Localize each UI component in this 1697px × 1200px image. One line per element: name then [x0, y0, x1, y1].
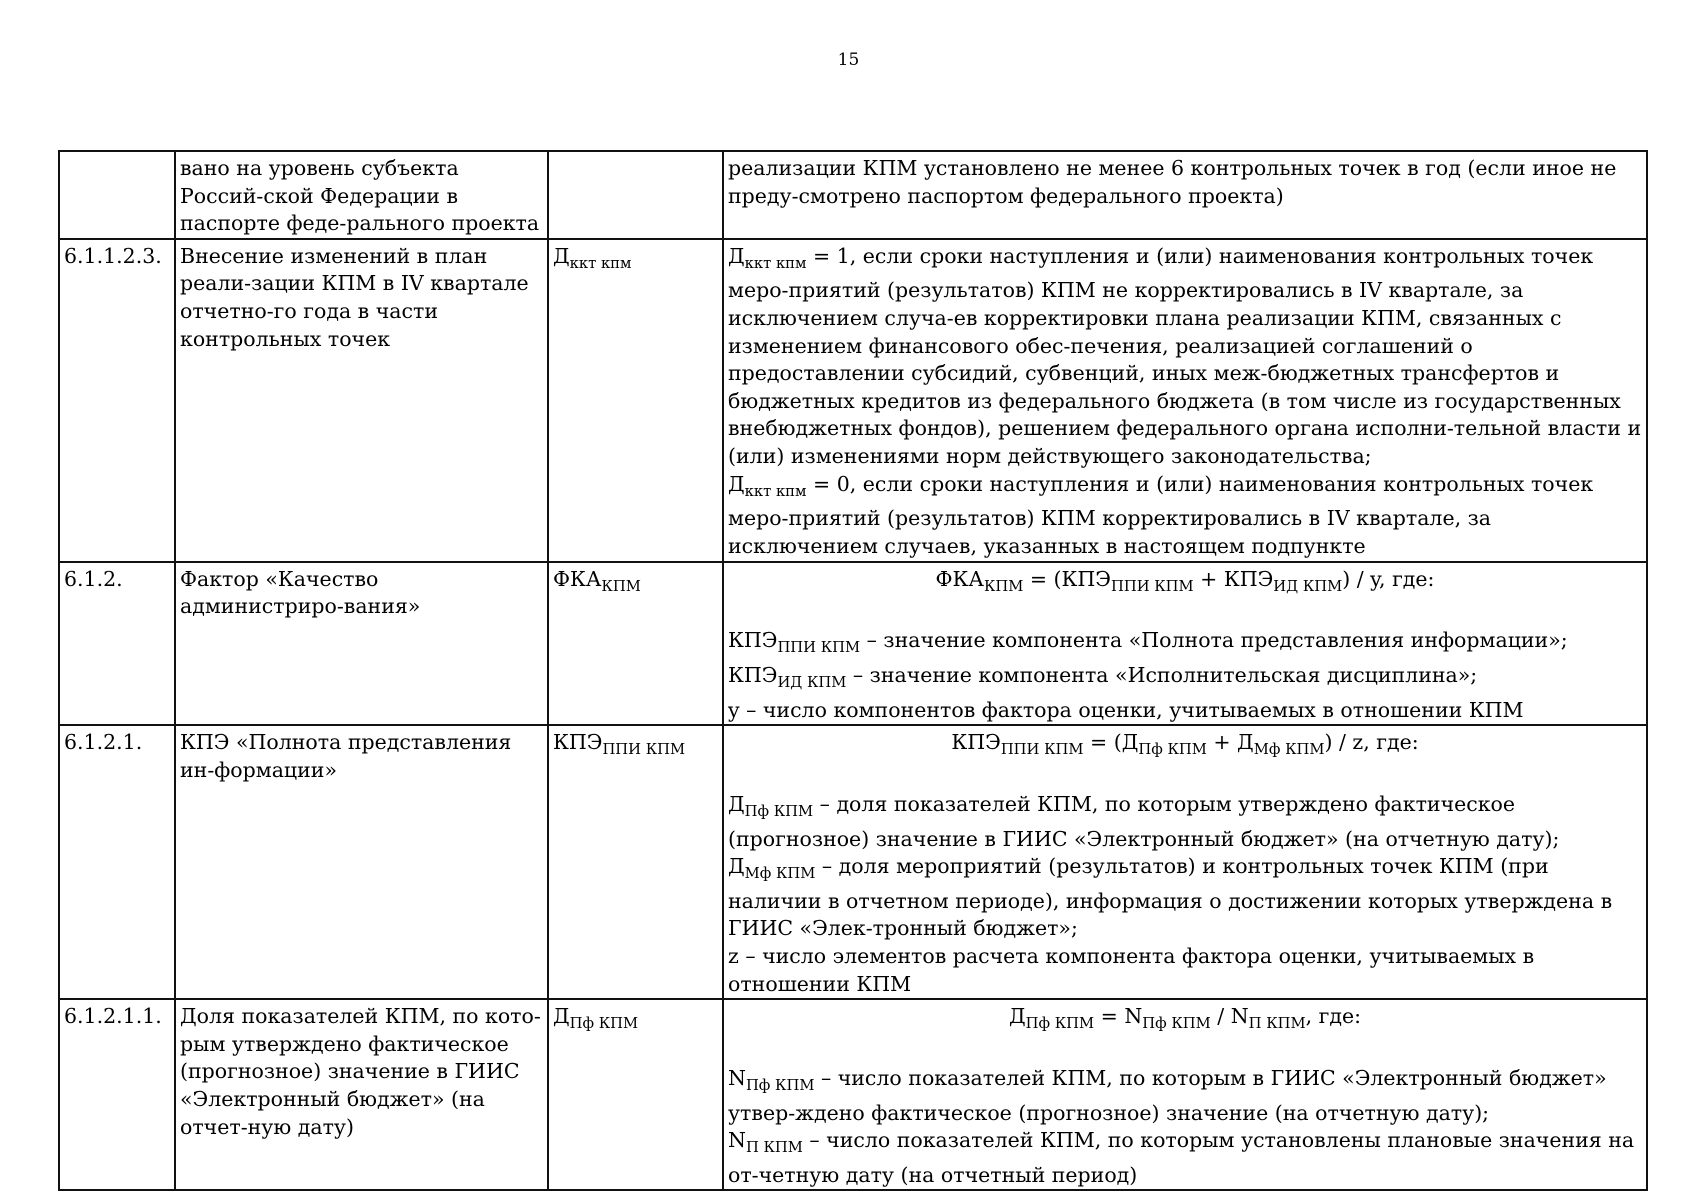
term-symbol: КПЭ: [728, 628, 778, 653]
row-code-cell: [548, 151, 723, 239]
row-name-cell: [175, 239, 548, 562]
row-description-cell: [723, 562, 1647, 726]
formula-formula-m3: / N: [1210, 1004, 1249, 1029]
table-row: [59, 562, 1647, 726]
row-name: Внесение изменений в план реали-зации КПМ в IV квартале отчетно-го года в части контрольных точек: [180, 243, 529, 351]
row-code: ФКА: [553, 566, 602, 591]
formula-formula-s2: ППИ КПМ: [1110, 577, 1194, 595]
term-symbol: Д: [728, 243, 745, 268]
formula-formula-main: Д: [1008, 1004, 1026, 1029]
term-text: – значение компонента «Исполнительская дисциплина»;: [846, 662, 1478, 687]
table-row: [59, 151, 1647, 239]
formula-formula-m2: = (Д: [1083, 730, 1139, 755]
term-subscript: ИД КПМ: [777, 673, 847, 691]
term-symbol: Д: [728, 791, 745, 816]
term-symbol: Д: [728, 854, 745, 879]
row-number-cell: [59, 562, 175, 726]
row-code-subscript: ккт кпм: [569, 254, 632, 272]
formula-formula-m3: + Д: [1206, 730, 1254, 755]
term-subscript: П КПМ: [745, 1139, 803, 1157]
term-symbol: КПЭ: [728, 662, 778, 687]
row-number-cell: [59, 999, 175, 1190]
term-symbol: N: [728, 1128, 746, 1153]
row-code-cell: [548, 999, 723, 1190]
description-line: [728, 243, 1642, 471]
term-text: = 1, если сроки наступления и (или) наименования контрольных точек меро-приятий (результатов) КПМ не корректировались в IV квартале, за исключением случа-ев корректировки плана реализации КПМ, связанных с изменением финансового обес-печения, реализацией соглашений о предоставлении субсидий, субвенций, иных меж-бюджетных трансфертов и бюджетных кредитов из федерального бюджета (в том числе из государственных внебюджетных фондов), решением федерального органа исполни-тельной власти и (или) изменениями норм действующего законодательства;: [728, 243, 1642, 469]
term-subscript: ккт кпм: [744, 482, 807, 500]
formula-formula-s3: ИД КПМ: [1273, 577, 1343, 595]
row-name: Доля показателей КПМ, по кото-рым утверждено фактическое (прогнозное) значение в ГИИС «Электронный бюджет» (на отчет-ную дату): [180, 1004, 541, 1139]
row-name-cell: [175, 725, 548, 999]
row-name-cell: [175, 151, 548, 239]
formula-formula-tail: , где:: [1305, 1004, 1362, 1029]
formula-formula-s2: Пф КПМ: [1138, 741, 1207, 759]
formula-formula-s3: Мф КПМ: [1253, 741, 1325, 759]
description-line: [728, 943, 1642, 998]
row-number-cell: [59, 725, 175, 999]
formula-formula-s1: Пф КПМ: [1025, 1015, 1095, 1033]
row-name: вано на уровень субъекта Россий-ской Федерации в паспорте феде-рального проекта: [180, 156, 540, 236]
formula: [728, 1003, 1642, 1038]
term-subscript: Мф КПМ: [744, 865, 816, 883]
formula-formula-main: КПЭ: [951, 730, 1001, 755]
table-row: [59, 725, 1647, 999]
row-number: 6.1.2.1.: [64, 730, 143, 755]
row-number: 6.1.2.: [64, 566, 123, 591]
description-line: [728, 1127, 1642, 1189]
term-subscript: ППИ КПМ: [777, 639, 861, 657]
page-number: 15: [837, 50, 860, 70]
row-code: Д: [553, 243, 570, 268]
formula-formula-s1: КПМ: [983, 577, 1024, 595]
row-description-cell: [723, 239, 1647, 562]
description-line: [728, 697, 1642, 725]
formula-formula-s3: П КПМ: [1248, 1015, 1306, 1033]
row-description-cell: [723, 999, 1647, 1190]
row-description-cell: [723, 151, 1647, 239]
row-code-subscript: ППИ КПМ: [602, 741, 686, 759]
row-code-cell: [548, 239, 723, 562]
term-subscript: Пф КПМ: [744, 802, 814, 820]
term-subscript: Пф КПМ: [745, 1076, 815, 1094]
formula-formula-s2: Пф КПМ: [1142, 1015, 1211, 1033]
description-line: [728, 853, 1642, 943]
row-name-cell: [175, 562, 548, 726]
criteria-table: [58, 150, 1648, 1191]
row-code-cell: [548, 725, 723, 999]
formula-formula-tail: ) / y, где:: [1342, 566, 1435, 591]
row-name-cell: [175, 999, 548, 1190]
term-text: z – число элементов расчета компонента фактора оценки, учитываемых в отношении КПМ: [728, 944, 1535, 996]
row-number: 6.1.2.1.1.: [64, 1004, 162, 1029]
row-number-cell: [59, 239, 175, 562]
row-number: 6.1.1.2.3.: [64, 243, 162, 268]
description-line: [728, 1065, 1642, 1127]
description-line: [728, 662, 1642, 697]
formula-formula-m2: = N: [1094, 1004, 1143, 1029]
row-number-cell: [59, 151, 175, 239]
row-code-cell: [548, 562, 723, 726]
formula-formula-s1: ППИ КПМ: [1000, 741, 1084, 759]
term-text: – число показателей КПМ, по которым установлены плановые значения на от-четную дату (на отчетный период): [728, 1128, 1635, 1187]
row-code: Д: [553, 1004, 570, 1029]
row-code: КПЭ: [553, 730, 603, 755]
description-line: [728, 471, 1642, 561]
table-row: [59, 999, 1647, 1190]
term-text: = 0, если сроки наступления и (или) наименования контрольных точек меро-приятий (результатов) КПМ корректировались в IV квартале, за исключением случаев, указанных в настоящем подпункте: [728, 471, 1594, 558]
table-row: [59, 239, 1647, 562]
term-text: – значение компонента «Полнота представления информации»;: [860, 628, 1568, 653]
formula: [728, 729, 1642, 764]
formula-formula-main: ФКА: [935, 566, 984, 591]
formula-formula-m2: = (КПЭ: [1023, 566, 1111, 591]
formula-formula-tail: ) / z, где:: [1324, 730, 1419, 755]
description-line: [728, 791, 1642, 853]
term-text: – доля показателей КПМ, по которым утверждено фактическое (прогнозное) значение в ГИИС «Электронный бюджет» (на отчетную дату);: [728, 791, 1560, 851]
term-symbol: Д: [728, 471, 745, 496]
formula: [728, 566, 1642, 601]
term-text: – доля мероприятий (результатов) и контрольных точек КПМ (при наличии в отчетном периоде), информация о достижении которых утверждена в ГИИС «Элек-тронный бюджет»;: [728, 854, 1613, 941]
row-description-cell: [723, 725, 1647, 999]
formula-formula-m3: + КПЭ: [1193, 566, 1274, 591]
row-name: КПЭ «Полнота представления ин-формации»: [180, 730, 512, 782]
description-line: [728, 155, 1642, 210]
term-text: – число показателей КПМ, по которым в ГИИС «Электронный бюджет» утвер-ждено фактическое (прогнозное) значение (на отчетную дату);: [728, 1065, 1607, 1125]
description-line: [728, 627, 1642, 662]
row-name: Фактор «Качество администриро-вания»: [180, 566, 421, 619]
term-text: y – число компонентов фактора оценки, учитываемых в отношении КПМ: [728, 697, 1524, 722]
row-code-subscript: КПМ: [601, 577, 641, 595]
term-symbol: N: [728, 1065, 746, 1090]
term-text: реализации КПМ установлено не менее 6 контрольных точек в год (если иное не преду-смотрено паспортом федерального проекта): [728, 156, 1617, 208]
term-subscript: ккт кпм: [744, 254, 807, 272]
row-code-subscript: Пф КПМ: [569, 1015, 639, 1033]
